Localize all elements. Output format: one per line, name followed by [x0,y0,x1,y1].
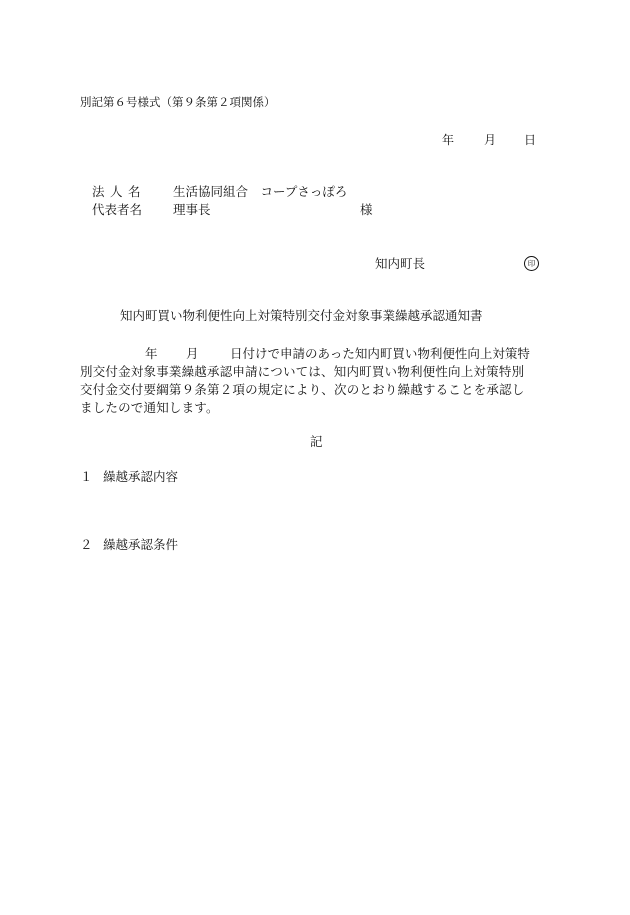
seal-mark-icon [524,256,539,271]
body-line-2: 別交付金対象事業繰越承認申請については、知内町買い物利便性向上対策特別 [80,364,525,379]
date-day-label: 日 [524,133,537,147]
body-month-label: 月 [186,346,199,361]
item-number: ２ [80,537,93,552]
body-line-4: ましたので通知します。 [80,400,219,415]
corp-name-label-char: 名 [128,184,141,199]
date-year-label: 年 [442,133,455,147]
corp-name-label-char: 法 [92,184,105,199]
ki-heading: 記 [310,434,323,449]
date-month-label: 月 [484,133,497,147]
body-line-1: 日付けで申請のあった知内町買い物利便性向上対策特 [230,346,530,361]
representative-title: 理事長 [173,202,211,217]
item-label-carryover-conditions: 繰越承認条件 [103,537,179,552]
form-number: 別記第６号様式（第９条第２項関係） [80,95,276,109]
representative-label: 代表者名 [92,202,143,217]
body-line-3: 交付金交付要綱第９条第２項の規定により、次のとおり繰越することを承認し [80,382,525,397]
corp-name-value: 生活協同組合 コープさっぽろ [173,184,348,199]
issuer-name: 知内町長 [375,256,426,271]
seal-char: 印 [527,258,536,268]
body-year-label: 年 [145,346,158,361]
honorific-suffix: 様 [360,202,373,217]
document-title: 知内町買い物利便性向上対策特別交付金対象事業繰越承認通知書 [120,308,483,323]
item-number: １ [80,469,93,484]
item-label-carryover-content: 繰越承認内容 [103,469,179,484]
corp-name-label-char: 人 [110,184,123,199]
